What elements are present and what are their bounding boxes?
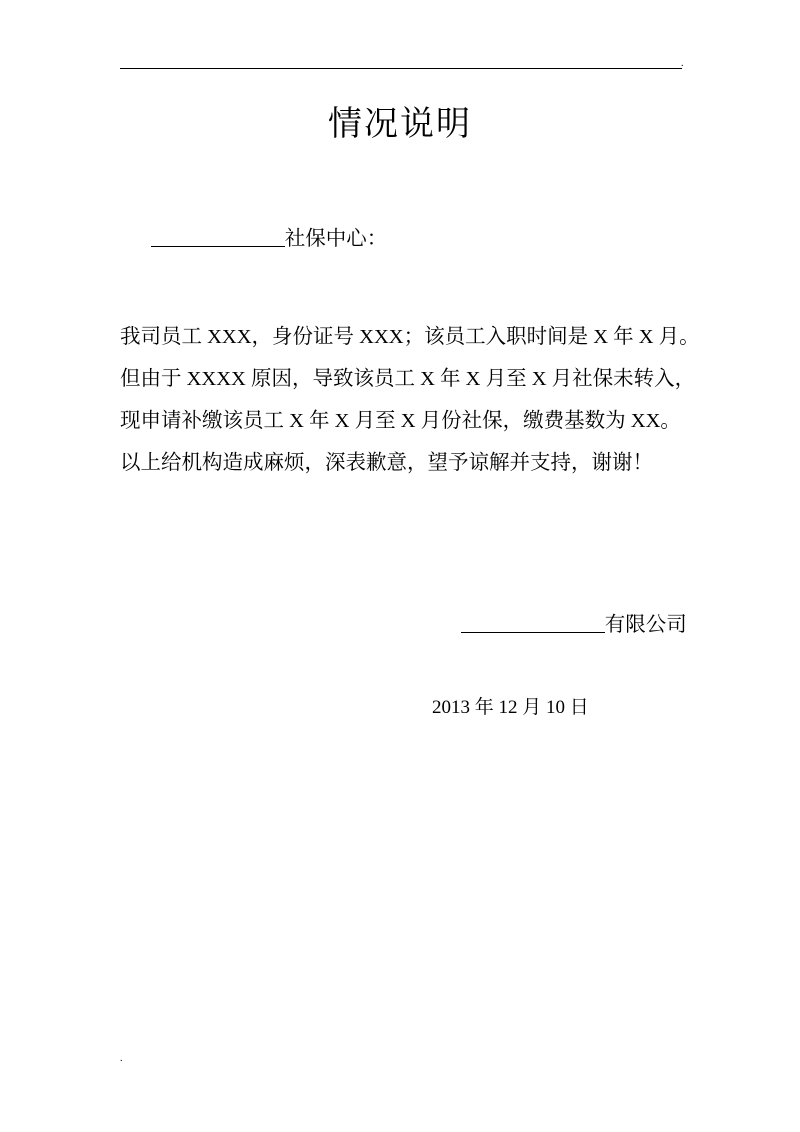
body-paragraph-4: 以上给机构造成麻烦，深表歉意，望予谅解并支持，谢谢！ — [120, 452, 653, 474]
signature-block — [430, 562, 687, 728]
header-divider — [120, 68, 682, 69]
salutation-blank — [151, 226, 285, 247]
footer-mark: . — [120, 1053, 123, 1064]
signature-company-line — [430, 562, 687, 688]
signature-date: 2013 年 12 月 10 日 — [432, 697, 589, 718]
salutation-line — [120, 176, 682, 302]
body-paragraph-1: 我司员工 XXX，身份证号 XXX；该员工入职时间是 X 年 X 月。 — [120, 326, 700, 348]
signature-company-suffix: 有限公司 — [604, 614, 687, 636]
header-mark: . — [681, 58, 684, 69]
salutation-text: 社保中心： — [284, 228, 388, 250]
body-paragraph-3: 现申请补缴该员工 X 年 X 月至 X 月份社保，缴费基数为 XX。 — [120, 410, 681, 432]
document-body — [120, 176, 700, 484]
signature-blank — [461, 612, 605, 633]
page-title: 情况说明 — [328, 104, 472, 144]
body-paragraph-2: 但由于 XXXX 原因，导致该员工 X 年 X 月至 X 月社保未转入， — [120, 368, 696, 390]
